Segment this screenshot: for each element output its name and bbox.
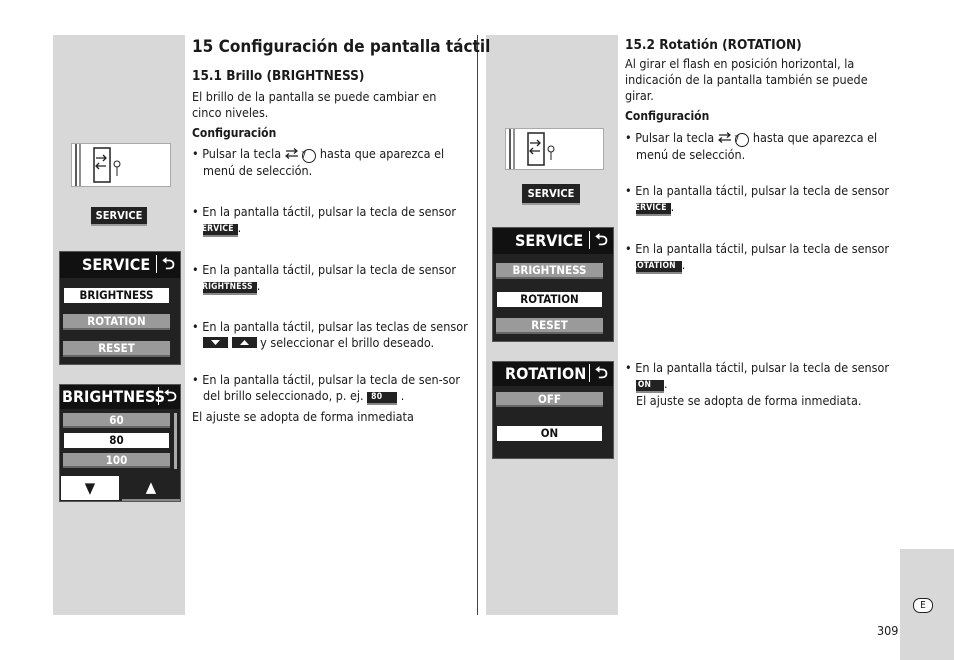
brightness-value-60[interactable]: 60 (63, 413, 170, 428)
back-icon[interactable]: ⮌ (589, 364, 608, 382)
back-icon[interactable]: ⮌ (156, 255, 175, 273)
step-list-item: • En la pantalla táctil, pulsar la tecla de sen-sor del brillo seleccionado, p. ej. 80 . (192, 372, 461, 403)
brightness-menu-screen (59, 384, 181, 502)
section-heading: 15 Configuración de pantalla táctil (192, 37, 491, 57)
step-list-item: • En la pantalla táctil, pulsar la tecla de sensor SERVICE . (625, 183, 889, 214)
key-number-badge: 7 (302, 149, 316, 163)
step-text: En la pantalla táctil, pulsar la tecla de sensor (202, 204, 456, 219)
service-title: SERVICE (82, 255, 151, 274)
step-list-item: • En la pantalla táctil, pulsar la tecla de sensor BRIGHTNESS . (192, 262, 456, 293)
service-menu-screen (492, 227, 614, 342)
language-badge: E (913, 598, 933, 613)
page-number: 309 (877, 623, 899, 638)
subsection-heading: 15.1 Brillo (BRIGHTNESS) (192, 68, 365, 84)
step-text: En la pantalla táctil, pulsar la tecla de sensor (635, 360, 889, 375)
column-divider (477, 35, 478, 615)
service-menu-screen (59, 251, 181, 365)
closing-text: El ajuste se adopta de forma inmediata (192, 409, 414, 424)
rotate-key-icon (72, 144, 170, 186)
back-icon[interactable]: ⮌ (158, 387, 177, 405)
brightness-chip: BRIGHTNESS (203, 282, 257, 295)
service-title: SERVICE (515, 231, 584, 250)
step-list-item: • En la pantalla táctil, pulsar la tecla de sensor SERVICE . (192, 204, 456, 235)
up-key-icon (232, 337, 257, 348)
step-text: Pulsar la tecla (202, 146, 282, 161)
step-text: hasta que aparezca el menú de selección. (203, 146, 445, 178)
config-label: Configuración (192, 126, 277, 140)
intro-text: El brillo de la pantalla se puede cambiar en cinco niveles. (192, 89, 437, 120)
brightness-option[interactable]: BRIGHTNESS (63, 287, 170, 304)
step-text: En la pantalla táctil, pulsar la tecla de sensor (202, 262, 456, 277)
rotation-option[interactable]: ROTATION (63, 314, 170, 330)
step-text: En la pantalla táctil, pulsar la tecla de sensor (635, 183, 889, 198)
rotate-key-icon (285, 148, 299, 159)
service-chip: SERVICE (636, 203, 671, 216)
service-button-screen[interactable]: SERVICE (522, 184, 580, 205)
step-text: hasta que aparezca el menú de selección. (636, 130, 878, 162)
brightness-value-80[interactable]: 80 (63, 432, 170, 449)
reset-option[interactable]: RESET (63, 341, 170, 357)
key-number-badge: 7 (735, 133, 749, 147)
service-chip: SERVICE (203, 224, 238, 237)
scrollbar[interactable] (174, 413, 177, 469)
down-key-icon (203, 337, 228, 348)
value-80-chip: 80 (367, 392, 397, 405)
rotation-menu-screen (492, 361, 614, 459)
step-text: En la pantalla táctil, pulsar las teclas de sensor (202, 319, 468, 334)
config-label: Configuración (625, 109, 710, 123)
step-text: y seleccionar el brillo deseado. (260, 335, 435, 350)
rotation-on-option[interactable]: ON (496, 425, 603, 442)
brightness-value-100[interactable]: 100 (63, 453, 170, 468)
brightness-option[interactable]: BRIGHTNESS (496, 263, 603, 279)
reset-option[interactable]: RESET (496, 318, 603, 334)
step-list-item: • En la pantalla táctil, pulsar las teclas de sensor y seleccionar el brillo deseado. (192, 319, 468, 350)
step-text: En la pantalla táctil, pulsar la tecla de sensor (635, 241, 889, 256)
step-list-item: • Pulsar la tecla 7 hasta que aparezca el menú de selección. (625, 130, 878, 162)
brightness-up-button[interactable]: ▲ (122, 475, 180, 501)
on-chip: ON (636, 380, 664, 393)
rotate-key-icon (718, 132, 732, 143)
flash-key-illustration (71, 143, 171, 187)
step-list-item: • Pulsar la tecla 7 hasta que aparezca el menú de selección. (192, 146, 445, 178)
rotate-key-icon (506, 129, 603, 169)
brightness-down-button[interactable]: ▼ (60, 475, 120, 501)
closing-text: El ajuste se adopta de forma inmediata. (636, 393, 862, 408)
brightness-title: BRIGHTNESS (62, 387, 165, 406)
back-icon[interactable]: ⮌ (589, 231, 608, 249)
service-button-screen[interactable]: SERVICE (91, 207, 147, 226)
subsection-heading: 15.2 Rotatión (ROTATION) (625, 37, 802, 53)
step-text: Pulsar la tecla (635, 130, 715, 145)
flash-key-illustration (505, 128, 604, 170)
step-list-item: • En la pantalla táctil, pulsar la tecla de sensor ON . El ajuste se adopta de forma inmediata. (625, 360, 889, 408)
step-text: En la pantalla táctil, pulsar la tecla de sen-sor del brillo seleccionado, p. ej. (202, 372, 461, 403)
step-list-item: • En la pantalla táctil, pulsar la tecla de sensor ROTATION . (625, 241, 889, 272)
rotation-option[interactable]: ROTATION (496, 291, 603, 308)
rotation-chip: ROTATION (636, 261, 682, 274)
rotation-off-option[interactable]: OFF (496, 392, 603, 407)
intro-text: Al girar el flash en posición horizontal, la indicación de la pantalla también se puede girar. (625, 56, 868, 103)
rotation-title: ROTATION (505, 364, 587, 383)
